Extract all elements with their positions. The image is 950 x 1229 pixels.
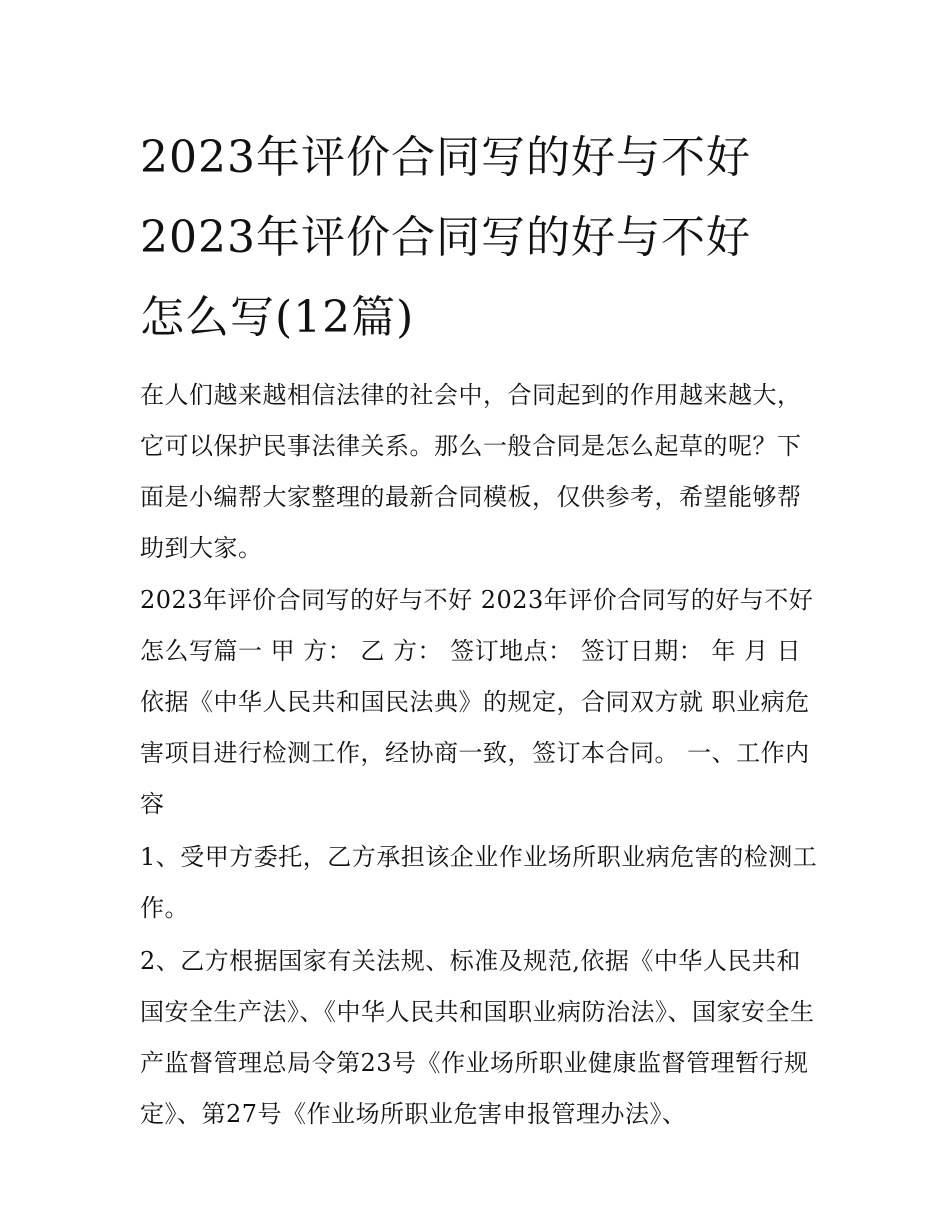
intro-paragraph: 在人们越来越相信法律的社会中，合同起到的作用越来越大，它可以保护民事法律关系。那么一般合同是怎么起草的呢？下面是小编帮大家整理的最新合同模板，仅供参考，希望能够帮助到大家。 [140, 381, 802, 562]
contract-paragraph-3: 2、乙方根据国家有关法规、标准及规范,依据《中华人民共和国安全生产法》、《中华人民共和国职业病防治法》、国家安全生产监督管理总局令第23号《作业场所职业健康监督管理暂行规定》、第27号《作业场所职业危害申报管理办法》、 [140, 947, 815, 1128]
document-page [140, 118, 820, 1140]
document-title [140, 118, 820, 358]
contract-paragraph-2: 1、受甲方委托，乙方承担该企业作业场所职业病危害的检测工作。 [140, 843, 818, 922]
title-line-3: 怎么写(12篇) [140, 292, 415, 343]
title-line-2: 2023年评价合同写的好与不好 [140, 212, 751, 263]
contract-paragraph-1: 2023年评价合同写的好与不好 2023年评价合同写的好与不好怎么写篇一 甲 方： 乙 方： 签订地点： 签订日期： 年 月 日 依据《中华人民共和国民法典》的规定，合同双方就 职业病危害项目进行检测工作，经协商一致，签订本合同。 一、工作内容 [140, 586, 814, 818]
title-line-1: 2023年评价合同写的好与不好 [140, 132, 751, 183]
